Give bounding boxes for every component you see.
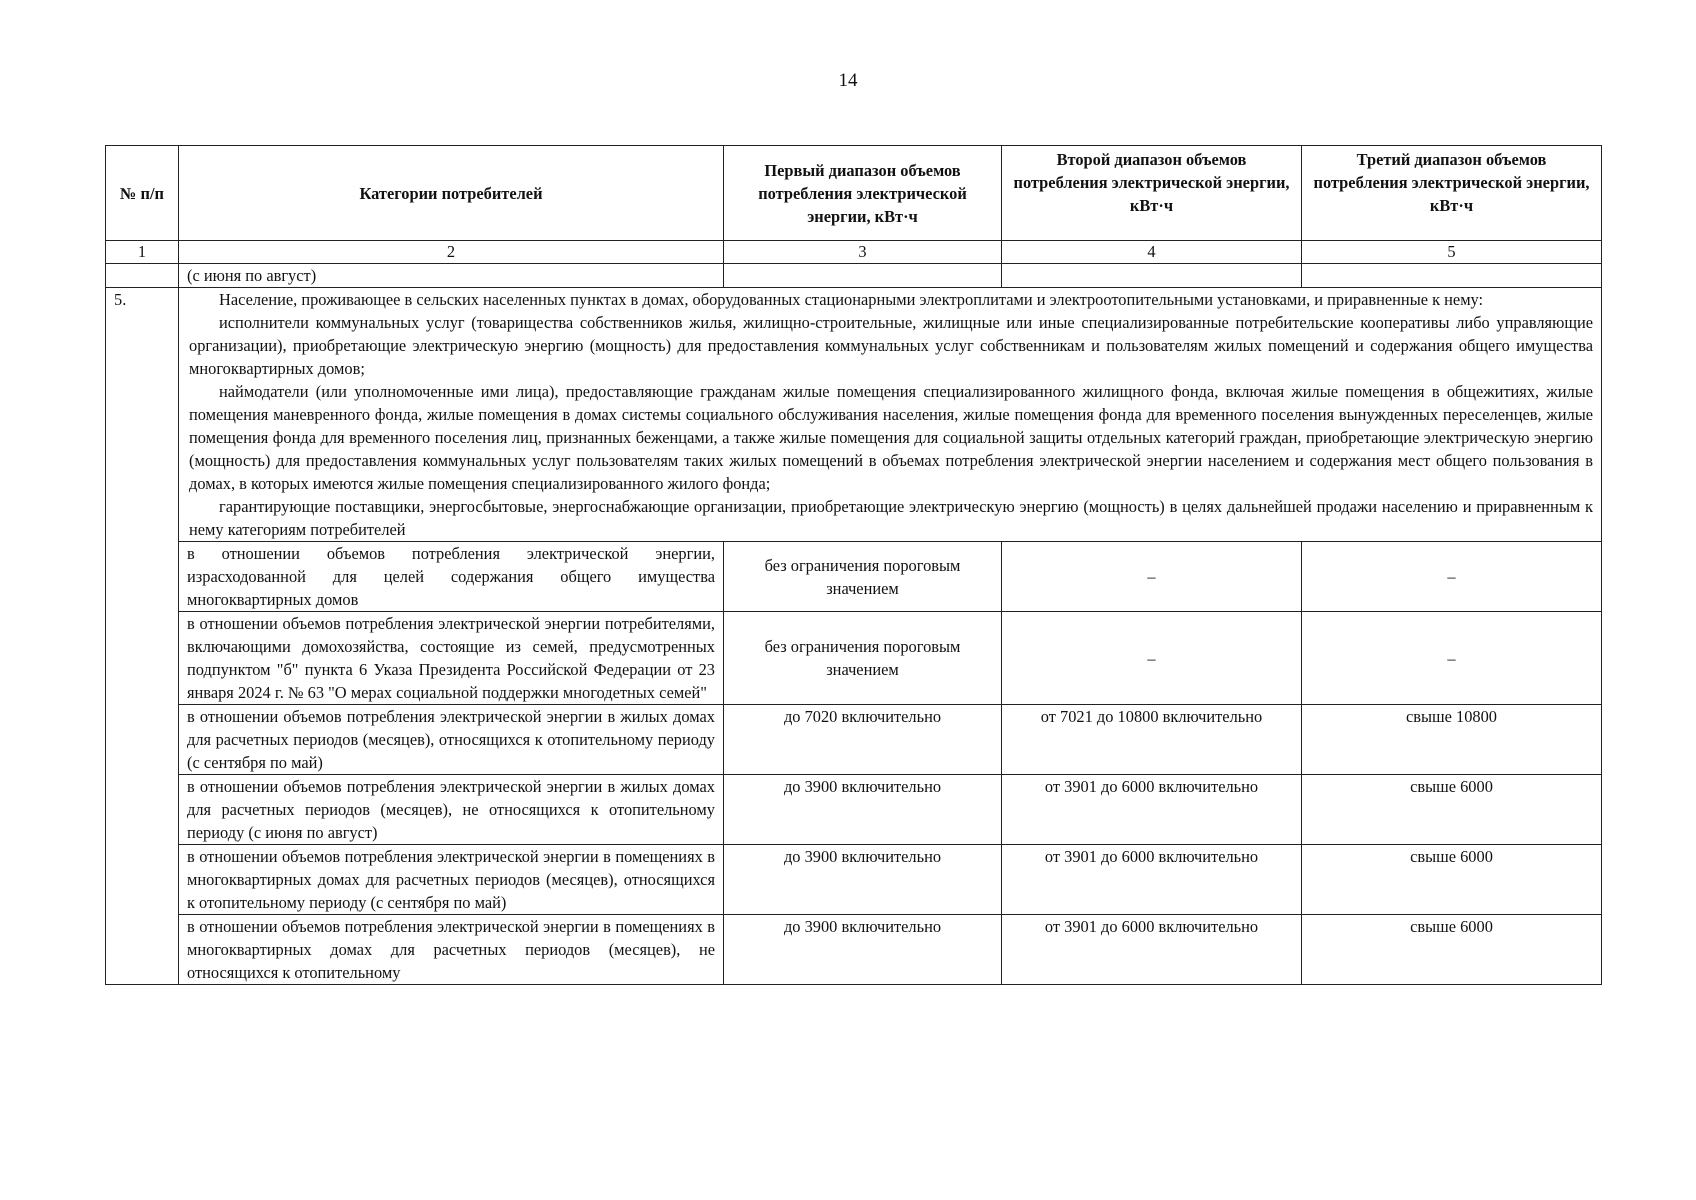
first-range-cell: до 7020 включительно bbox=[724, 705, 1002, 775]
description-paragraph: исполнители коммунальных услуг (товарищества собственников жилья, жилищно-строительные, жилищные или иные специализированные потребительские кооперативы либо управляющие организации), приобретающие электрическую энергию (мощность) для предоставления коммунальных услуг собственникам и пользователям жилых помещений и содержания общего имущества многоквартирных домов; bbox=[189, 313, 1593, 378]
first-range-cell: до 3900 включительно bbox=[724, 915, 1002, 985]
third-range-cell: свыше 6000 bbox=[1302, 915, 1602, 985]
header-third-range: Третий диапазон объемов потребления электрической энергии, кВт·ч bbox=[1302, 146, 1602, 241]
first-range-cell: без ограничения пороговым значением bbox=[724, 542, 1002, 612]
third-range-cell: – bbox=[1302, 612, 1602, 705]
section-number: 5. bbox=[106, 288, 179, 985]
first-range-cell: до 3900 включительно bbox=[724, 775, 1002, 845]
second-range-cell: – bbox=[1002, 612, 1302, 705]
table-row bbox=[106, 775, 1602, 845]
category-cell: в отношении объемов потребления электрической энергии в жилых домах для расчетных периодов (месяцев), относящихся к отопительному периоду (с сентября по май) bbox=[179, 705, 724, 775]
empty-cell bbox=[1302, 264, 1602, 288]
empty-cell bbox=[106, 264, 179, 288]
section-5-description bbox=[179, 288, 1602, 542]
header-category: Категории потребителей bbox=[179, 146, 724, 241]
category-cell: в отношении объемов потребления электрической энергии, израсходованной для целей содержания общего имущества многоквартирных домов bbox=[179, 542, 724, 612]
description-paragraph: наймодатели (или уполномоченные ими лица), предоставляющие гражданам жилые помещения специализированного жилищного фонда, включая жилые помещения в общежитиях, жилые помещения маневренного фонда, жилые помещения в домах системы социального обслуживания населения, жилые помещения фонда для временного поселения вынужденных переселенцев, жилые помещения фонда для временного поселения лиц, признанных беженцами, а также жилые помещения для социальной защиты отдельных категорий граждан, приобретающие электрическую энергию (мощность) для предоставления коммунальных услуг пользователям таких жилых помещений в объемах потребления электрической энергии населением и содержания мест общего пользования в домах, в которых имеются жилые помещения специализированного жилого фонда; bbox=[189, 382, 1593, 493]
column-number: 5 bbox=[1302, 241, 1602, 264]
third-range-cell: свыше 6000 bbox=[1302, 845, 1602, 915]
category-cell: в отношении объемов потребления электрической энергии в помещениях в многоквартирных домах для расчетных периодов (месяцев), не относящихся к отопительному bbox=[179, 915, 724, 985]
header-first-range: Первый диапазон объемов потребления электрической энергии, кВт·ч bbox=[724, 146, 1002, 241]
header-number: № п/п bbox=[106, 146, 179, 241]
page-number: 14 bbox=[838, 70, 858, 91]
third-range-cell: свыше 6000 bbox=[1302, 775, 1602, 845]
second-range-cell: – bbox=[1002, 542, 1302, 612]
continuation-row bbox=[106, 264, 1602, 288]
column-number-row bbox=[106, 241, 1602, 264]
second-range-cell: от 3901 до 6000 включительно bbox=[1002, 845, 1302, 915]
table-row bbox=[106, 915, 1602, 985]
column-number: 4 bbox=[1002, 241, 1302, 264]
tariff-table bbox=[105, 145, 1602, 985]
empty-cell bbox=[724, 264, 1002, 288]
table-row bbox=[106, 845, 1602, 915]
empty-cell bbox=[1002, 264, 1302, 288]
category-cell: (с июня по август) bbox=[179, 264, 724, 288]
description-paragraph: гарантирующие поставщики, энергосбытовые, энергоснабжающие организации, приобретающие электрическую энергию (мощность) в целях дальнейшей продажи населению и приравненным к нему категориям потребителей bbox=[189, 497, 1593, 539]
header-second-range: Второй диапазон объемов потребления электрической энергии, кВт·ч bbox=[1002, 146, 1302, 241]
third-range-cell: – bbox=[1302, 542, 1602, 612]
column-number: 2 bbox=[179, 241, 724, 264]
category-cell: в отношении объемов потребления электрической энергии в жилых домах для расчетных периодов (месяцев), не относящихся к отопительному периоду (с июня по август) bbox=[179, 775, 724, 845]
table-row bbox=[106, 612, 1602, 705]
category-cell: в отношении объемов потребления электрической энергии в помещениях в многоквартирных домах для расчетных периодов (месяцев), относящихся к отопительному периоду (с сентября по май) bbox=[179, 845, 724, 915]
second-range-cell: от 3901 до 6000 включительно bbox=[1002, 915, 1302, 985]
description-paragraph: Население, проживающее в сельских населенных пунктах в домах, оборудованных стационарными электроплитами и электроотопительными установками, и приравненные к нему: bbox=[219, 290, 1484, 309]
category-cell: в отношении объемов потребления электрической энергии потребителями, включающими домохозяйства, состоящие из семей, предусмотренных подпунктом "б" пункта 6 Указа Президента Российской Федерации от 23 января 2024 г. № 63 "О мерах социальной поддержки многодетных семей" bbox=[179, 612, 724, 705]
section-5-row bbox=[106, 288, 1602, 542]
table-row bbox=[106, 542, 1602, 612]
first-range-cell: без ограничения пороговым значением bbox=[724, 612, 1002, 705]
second-range-cell: от 3901 до 6000 включительно bbox=[1002, 775, 1302, 845]
table-row bbox=[106, 705, 1602, 775]
header-row bbox=[106, 146, 1602, 241]
column-number: 1 bbox=[106, 241, 179, 264]
first-range-cell: до 3900 включительно bbox=[724, 845, 1002, 915]
column-number: 3 bbox=[724, 241, 1002, 264]
second-range-cell: от 7021 до 10800 включительно bbox=[1002, 705, 1302, 775]
third-range-cell: свыше 10800 bbox=[1302, 705, 1602, 775]
